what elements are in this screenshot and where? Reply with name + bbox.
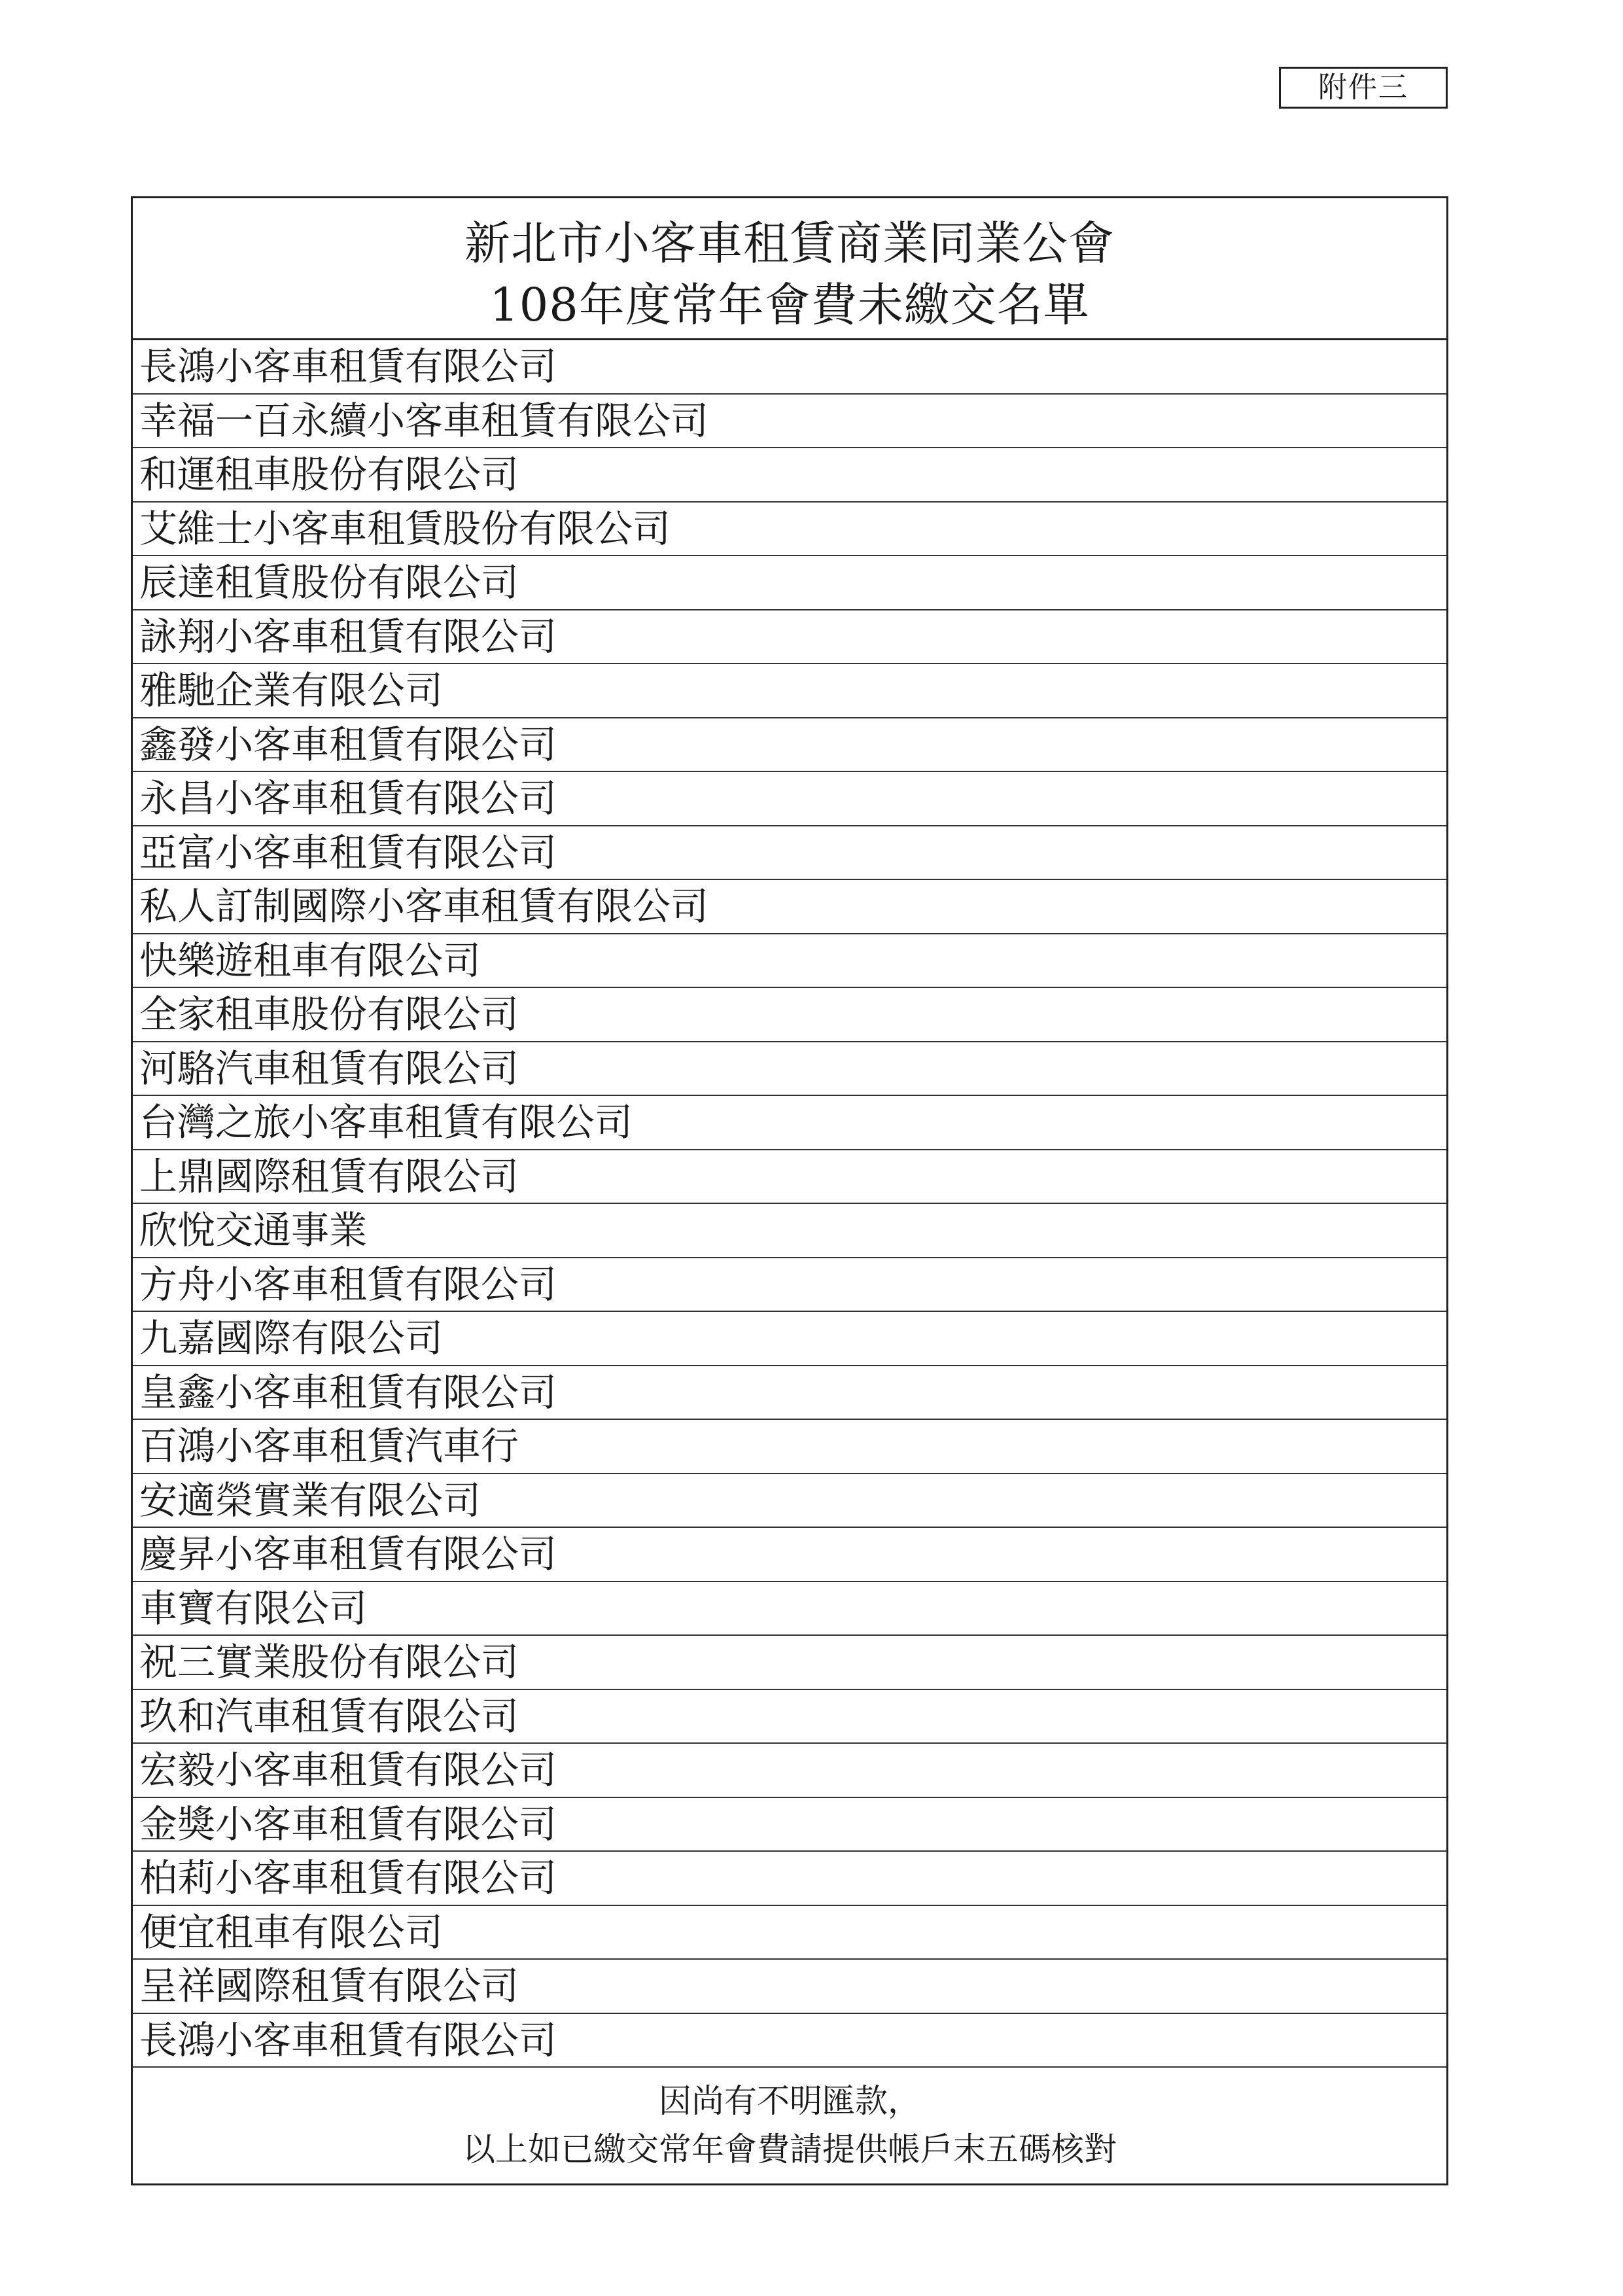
title-line-1: 新北市小客車租賃商業同業公會: [464, 217, 1115, 270]
company-row: 艾維士小客車租賃股份有限公司: [133, 503, 1446, 557]
company-row: 快樂遊租車有限公司: [133, 934, 1446, 989]
company-row: 車寶有限公司: [133, 1582, 1446, 1636]
company-row: 方舟小客車租賃有限公司: [133, 1258, 1446, 1313]
attachment-label: 附件三: [1279, 67, 1448, 109]
company-row: 九嘉國際有限公司: [133, 1312, 1446, 1366]
company-row: 安適榮實業有限公司: [133, 1474, 1446, 1528]
company-row: 和運租車股份有限公司: [133, 448, 1446, 503]
company-row: 金獎小客車租賃有限公司: [133, 1798, 1446, 1852]
title-line-2: 108年度常年會費未繳交名單: [489, 278, 1090, 332]
company-list: [133, 340, 1446, 2068]
company-row: 全家租車股份有限公司: [133, 988, 1446, 1042]
company-row: 玖和汽車租賃有限公司: [133, 1690, 1446, 1744]
company-row: 欣悅交通事業: [133, 1204, 1446, 1258]
company-row: 辰達租賃股份有限公司: [133, 556, 1446, 610]
unpaid-members-table: [131, 196, 1448, 2185]
footer-line-2: 以上如已繳交常年會費請提供帳戶末五碼核對: [462, 2130, 1117, 2168]
company-row: 長鴻小客車租賃有限公司: [133, 2014, 1446, 2068]
company-row: 雅馳企業有限公司: [133, 664, 1446, 718]
table-header: [133, 198, 1446, 340]
company-row: 慶昇小客車租賃有限公司: [133, 1528, 1446, 1582]
company-row: 鑫發小客車租賃有限公司: [133, 718, 1446, 773]
company-row: 永昌小客車租賃有限公司: [133, 772, 1446, 826]
company-row: 長鴻小客車租賃有限公司: [133, 340, 1446, 395]
table-footer: [133, 2068, 1446, 2183]
company-row: 幸福一百永續小客車租賃有限公司: [133, 395, 1446, 449]
company-row: 百鴻小客車租賃汽車行: [133, 1420, 1446, 1474]
company-row: 祝三實業股份有限公司: [133, 1636, 1446, 1690]
company-row: 便宜租車有限公司: [133, 1906, 1446, 1960]
company-row: 柏莉小客車租賃有限公司: [133, 1852, 1446, 1906]
company-row: 私人訂制國際小客車租賃有限公司: [133, 880, 1446, 934]
company-row: 皇鑫小客車租賃有限公司: [133, 1366, 1446, 1421]
company-row: 宏毅小客車租賃有限公司: [133, 1744, 1446, 1798]
company-row: 詠翔小客車租賃有限公司: [133, 610, 1446, 665]
company-row: 亞富小客車租賃有限公司: [133, 826, 1446, 881]
company-row: 台灣之旅小客車租賃有限公司: [133, 1096, 1446, 1150]
company-row: 上鼎國際租賃有限公司: [133, 1150, 1446, 1205]
footer-line-1: 因尚有不明匯款，: [659, 2082, 920, 2120]
company-row: 呈祥國際租賃有限公司: [133, 1960, 1446, 2014]
company-row: 河駱汽車租賃有限公司: [133, 1042, 1446, 1097]
